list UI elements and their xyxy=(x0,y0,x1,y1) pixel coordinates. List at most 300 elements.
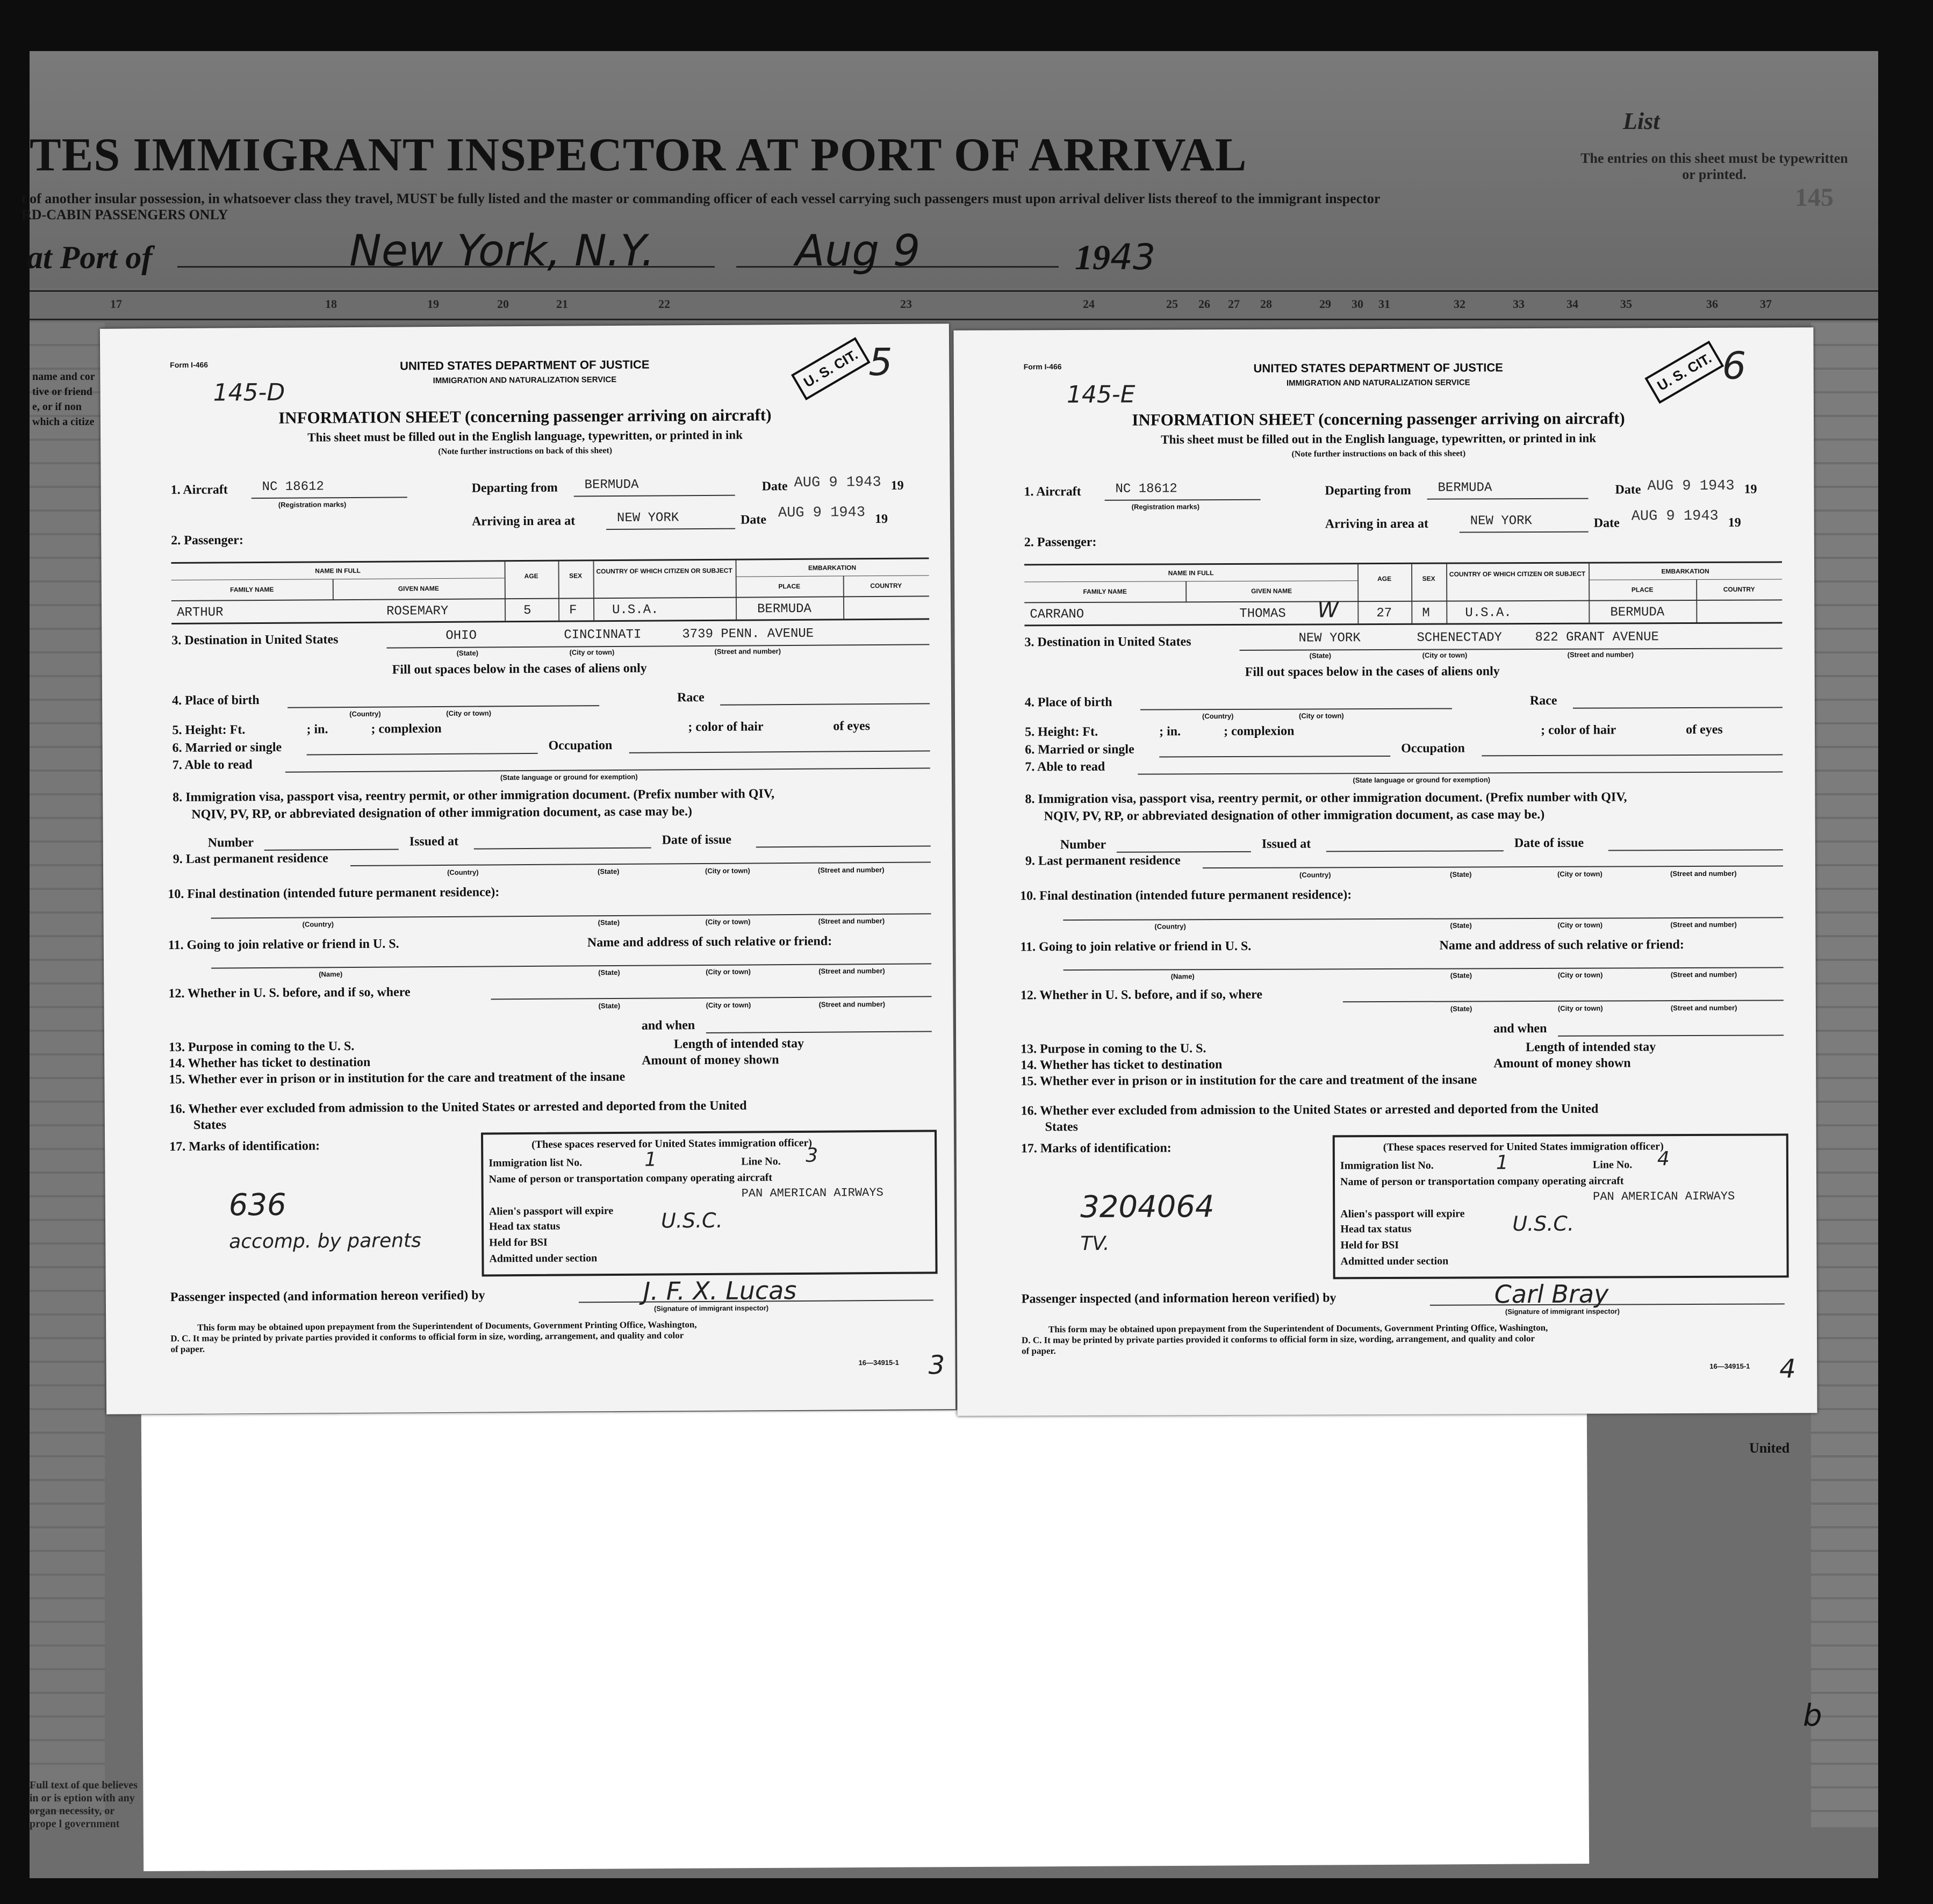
q17-marks: 17. Marks of identification: xyxy=(1021,1141,1172,1156)
arriving-value: NEW YORK xyxy=(1470,514,1532,529)
q11-join-relative: 11. Going to join relative or friend in U. S. xyxy=(168,937,399,953)
family-name-value: CARRANO xyxy=(1030,607,1084,622)
state-caption-3: (State) xyxy=(598,918,620,927)
handwritten-sheet-number: 5 xyxy=(868,340,893,385)
date-label: Date xyxy=(761,479,788,494)
city-caption-2: (City or town) xyxy=(446,709,492,717)
date-of-issue-label: Date of issue xyxy=(662,832,732,847)
rule-line xyxy=(1589,579,1782,580)
q16-excluded: 16. Whether ever excluded from admission to the United States or arrested and deported from the United xyxy=(169,1098,747,1117)
state-caption-4: (State) xyxy=(1450,971,1472,980)
country-caption-3: (Country) xyxy=(302,920,334,929)
company-label: Name of person or transportation company operating aircraft xyxy=(1340,1175,1624,1188)
rule-line xyxy=(1138,771,1783,774)
city-caption-4: (City or town) xyxy=(1557,921,1603,929)
q5-hair: ; color of hair xyxy=(1541,723,1616,737)
form-number: Form I-466 xyxy=(1023,362,1062,371)
city-caption-2: (City or town) xyxy=(1298,712,1344,720)
q8-document-line1: 8. Immigration visa, passport visa, reentry permit, or other immigration document. (Prefix number with QIV, xyxy=(1025,790,1627,807)
th-citizenship: COUNTRY OF WHICH CITIZEN OR SUBJECT xyxy=(1449,570,1586,578)
q8-document-line2: NQIV, PV, RP, or abbreviated designation of other immigration document, as case may be.) xyxy=(191,804,692,822)
q11-name-address: Name and address of such relative or friend: xyxy=(587,934,832,950)
rule-line xyxy=(264,849,399,851)
departing-value: BERMUDA xyxy=(1438,480,1492,495)
given-name-initial: W xyxy=(1317,598,1339,623)
column-number: 31 xyxy=(1378,297,1390,311)
q14-ticket: 14. Whether has ticket to destination xyxy=(1021,1058,1223,1073)
rule-line xyxy=(1159,756,1390,758)
destination-label: 3. Destination in United States xyxy=(1024,635,1191,650)
fine-print-1: This form may be obtained upon prepayment from the Superintendent of Documents, Government Printing Office, Washington, xyxy=(197,1319,697,1333)
country-caption-2: (Country) xyxy=(1299,871,1331,879)
sheet-note: (Note further instructions on back of this sheet) xyxy=(438,446,613,457)
q6-married: 6. Married or single xyxy=(172,740,282,756)
year-suffix-2: 19 xyxy=(1728,515,1741,530)
blank-backing-sheet xyxy=(141,1407,1589,1871)
information-sheet-left xyxy=(100,324,955,1414)
state-caption-2: (State) xyxy=(597,867,620,876)
aircraft-value: NC 18612 xyxy=(262,479,324,495)
head-tax-label: Head tax status xyxy=(1340,1223,1412,1235)
rule-line xyxy=(1024,599,1782,603)
date-label: Date xyxy=(1615,483,1641,497)
line-no-label: Line No. xyxy=(741,1155,781,1168)
th-family-name: FAMILY NAME xyxy=(1083,587,1127,595)
destination-state: NEW YORK xyxy=(1298,631,1361,646)
th-embarkation: EMBARKATION xyxy=(808,564,857,572)
column-number: 30 xyxy=(1352,297,1363,311)
age-value: 5 xyxy=(523,603,531,619)
arriving-label: Arriving in area at xyxy=(1325,516,1428,531)
column-number: 29 xyxy=(1319,297,1331,311)
column-number: 36 xyxy=(1706,297,1718,311)
left-edge-text-1: name and cor xyxy=(32,371,95,383)
destination-city: CINCINNATI xyxy=(564,627,642,643)
rule-line xyxy=(1357,564,1359,623)
aircraft-label: 1. Aircraft xyxy=(1024,484,1081,499)
register-port-city: New York, N.Y. xyxy=(349,226,655,276)
city-caption-5: (City or town) xyxy=(706,967,751,976)
rule-line xyxy=(1240,648,1783,651)
register-footer-left: Full text of que believes in or is eption with any organ necessity, or prope l government xyxy=(30,1779,138,1830)
departure-date: AUG 9 1943 xyxy=(1647,478,1735,495)
rule-line xyxy=(1558,1034,1784,1036)
column-number: 27 xyxy=(1228,297,1240,311)
q17-marks: 17. Marks of identification: xyxy=(169,1139,320,1154)
given-name-value: THOMAS xyxy=(1239,606,1286,621)
register-column-numbers xyxy=(30,290,1878,320)
rule-line xyxy=(1460,531,1589,533)
family-name-value: ARTHUR xyxy=(176,605,224,620)
rule-line xyxy=(1140,708,1452,710)
q16-excluded: 16. Whether ever excluded from admission to the United States or arrested and deported from the United xyxy=(1021,1102,1599,1118)
country-caption-3: (Country) xyxy=(1154,922,1186,931)
th-name-in-full: NAME IN FULL xyxy=(315,566,361,575)
street-caption-5: (Street and number) xyxy=(818,1000,886,1009)
held-bsi-label: Held for BSI xyxy=(1340,1239,1399,1252)
register-port-date: Aug 9 xyxy=(795,226,921,276)
state-caption: (State) xyxy=(456,649,479,657)
rule-line xyxy=(505,562,506,621)
rule-line xyxy=(1024,580,1357,582)
fine-print-2: D. C. It may be printed by private parties provided it conforms to official form in size, wording, arrangement, and quality and color xyxy=(1022,1333,1535,1346)
company-label: Name of person or transportation company operating aircraft xyxy=(488,1172,773,1185)
destination-state: OHIO xyxy=(445,628,477,643)
q15-prison: 15. Whether ever in prison or in institution for the care and treatment of the insane xyxy=(169,1069,626,1087)
column-number: 18 xyxy=(325,297,337,311)
destination-city: SCHENECTADY xyxy=(1417,630,1502,645)
q8-document-line1: 8. Immigration visa, passport visa, reentry permit, or other immigration document. (Prefix number with QIV, xyxy=(173,787,775,805)
age-value: 27 xyxy=(1376,606,1392,621)
q5-hair: ; color of hair xyxy=(688,720,764,735)
rule-line xyxy=(1117,851,1251,853)
register-port-label: at Port of xyxy=(27,240,153,275)
passenger-table xyxy=(171,557,929,624)
q11-name-address: Name and address of such relative or friend: xyxy=(1439,938,1684,953)
immigration-list-label: Immigration list No. xyxy=(1340,1159,1434,1172)
rule-line xyxy=(491,996,931,1000)
occupation-label: Occupation xyxy=(1401,741,1465,756)
aircraft-label: 1. Aircraft xyxy=(170,483,228,498)
destination-street: 822 GRANT AVENUE xyxy=(1535,630,1659,645)
register-year xyxy=(1075,236,1155,278)
company-value: PAN AMERICAN AIRWAYS xyxy=(741,1185,883,1201)
register-title: TES IMMIGRANT INSPECTOR AT PORT OF ARRIVAL xyxy=(30,129,1247,181)
city-caption-6: (City or town) xyxy=(1557,1004,1603,1012)
rule-line xyxy=(1608,849,1783,851)
year-suffix-2: 19 xyxy=(874,512,888,527)
arrival-date: AUG 9 1943 xyxy=(778,505,866,522)
th-age: AGE xyxy=(524,572,538,580)
city-caption: (City or town) xyxy=(1422,651,1468,659)
admitted-section-label: Admitted under section xyxy=(1340,1255,1449,1268)
head-tax-value: U.S.C. xyxy=(1512,1211,1575,1236)
embark-place-value: BERMUDA xyxy=(757,601,811,617)
q7-able-to-read: 7. Able to read xyxy=(172,758,253,773)
length-of-stay-label: Length of intended stay xyxy=(1526,1040,1656,1055)
q12-in-us-before: 12. Whether in U. S. before, and if so, where xyxy=(168,985,411,1001)
race-label: Race xyxy=(1529,693,1557,708)
th-country: COUNTRY xyxy=(870,581,902,590)
state-caption-4: (State) xyxy=(598,968,620,977)
rule-line xyxy=(251,497,407,499)
corner-mark: 4 xyxy=(1779,1354,1796,1384)
register-right-mark: b xyxy=(1803,1698,1822,1733)
country-caption: (Country) xyxy=(349,709,381,719)
corner-mark: 3 xyxy=(928,1350,945,1381)
signature-caption: (Signature of immigrant inspector) xyxy=(1505,1307,1620,1316)
q12-in-us-before: 12. Whether in U. S. before, and if so, where xyxy=(1020,987,1263,1003)
left-edge-text-2: tive or friend xyxy=(32,386,92,398)
q5-height: 5. Height: Ft. xyxy=(1025,724,1098,739)
race-label: Race xyxy=(677,690,705,705)
rule-line xyxy=(171,595,929,601)
rule-line xyxy=(574,495,735,497)
service-name: IMMIGRATION AND NATURALIZATION SERVICE xyxy=(1286,378,1470,388)
form-number: Form I-466 xyxy=(170,360,209,370)
arrival-date: AUG 9 1943 xyxy=(1631,508,1719,525)
line-no-label: Line No. xyxy=(1592,1159,1633,1171)
q14-ticket: 14. Whether has ticket to destination xyxy=(169,1055,371,1071)
marks-handwritten-1: 3204064 xyxy=(1080,1189,1215,1225)
street-caption-3: (Street and number) xyxy=(1670,920,1737,929)
inspector-signature: Carl Bray xyxy=(1494,1279,1609,1309)
q7-caption: (State language or ground for exemption) xyxy=(1353,775,1491,785)
th-sex: SEX xyxy=(1422,574,1435,583)
service-name: IMMIGRATION AND NATURALIZATION SERVICE xyxy=(433,375,617,386)
departure-date: AUG 9 1943 xyxy=(794,474,881,491)
departing-label: Departing from xyxy=(471,480,558,495)
register-entries-note: The entries on this sheet must be typewritten or printed. xyxy=(1580,150,1848,182)
handwritten-sheet-number: 6 xyxy=(1722,343,1747,388)
year-suffix: 19 xyxy=(1744,482,1757,497)
rule-line xyxy=(1482,754,1783,756)
th-given-name: GIVEN NAME xyxy=(398,584,439,593)
officer-reserved-box xyxy=(1333,1133,1789,1279)
rule-line xyxy=(558,562,560,621)
passport-expire-label: Alien's passport will expire xyxy=(488,1205,614,1218)
money-shown-label: Amount of money shown xyxy=(642,1053,779,1068)
destination-label: 3. Destination in United States xyxy=(171,633,339,648)
issued-at-label: Issued at xyxy=(1261,837,1311,851)
street-caption-5: (Street and number) xyxy=(1670,1003,1737,1012)
fine-print-2: D. C. It may be printed by private parties provided it conforms to official form in size, wording, arrangement, and quality and color xyxy=(170,1330,684,1344)
box-title: (These spaces reserved for United States immigration officer) xyxy=(1383,1140,1664,1154)
marks-handwritten-1: 636 xyxy=(228,1187,286,1223)
register-instruction-line: t of another insular possession, in whatsoever class they travel, MUST be fully listed and the master or commanding officer of each vessel carrying such passengers must upon arrival deliver lists thereof to the immigrant inspector xyxy=(21,191,1381,206)
q5-complexion: ; complexion xyxy=(1224,724,1295,739)
year-printed: 19 xyxy=(1075,238,1110,277)
rule-line xyxy=(606,528,735,530)
given-name-value: ROSEMARY xyxy=(386,603,449,619)
state-caption: (State) xyxy=(1309,651,1332,660)
information-sheet-right xyxy=(953,327,1817,1416)
registration-marks-label: (Registration marks) xyxy=(1131,502,1200,511)
date-label-2: Date xyxy=(740,513,767,527)
q16-states: States xyxy=(193,1118,227,1132)
box-title: (These spaces reserved for United States immigration officer) xyxy=(531,1137,813,1151)
rule-line xyxy=(756,845,931,847)
money-shown-label: Amount of money shown xyxy=(1493,1056,1631,1071)
column-number: 35 xyxy=(1620,297,1632,311)
q10-final-destination: 10. Final destination (intended future permanent residence): xyxy=(1020,888,1352,903)
rule-line xyxy=(1427,498,1589,500)
sheet-subtitle: This sheet must be filled out in the English language, typewritten, or printed in ink xyxy=(1161,431,1597,447)
year-handwritten: 43 xyxy=(1110,236,1155,278)
admitted-section-label: Admitted under section xyxy=(489,1252,598,1265)
aircraft-value: NC 18612 xyxy=(1115,482,1177,497)
city-caption-3: (City or town) xyxy=(1557,870,1603,878)
inspected-by-label: Passenger inspected (and information hereon verified) by xyxy=(1021,1291,1336,1306)
state-caption-2: (State) xyxy=(1449,870,1472,879)
passenger-table xyxy=(1024,561,1782,626)
fine-print-3: of paper. xyxy=(1022,1346,1056,1356)
aliens-heading: Fill out spaces below in the cases of aliens only xyxy=(1245,664,1500,679)
sheet-title: INFORMATION SHEET (concerning passenger arriving on aircraft) xyxy=(1132,408,1625,429)
rule-line xyxy=(1573,707,1783,708)
th-citizenship: COUNTRY OF WHICH CITIZEN OR SUBJECT xyxy=(596,566,732,576)
rule-line xyxy=(171,578,505,580)
and-when-label: and when xyxy=(641,1018,695,1033)
sex-value: F xyxy=(569,603,577,618)
q5-height: 5. Height: Ft. xyxy=(172,723,246,738)
city-caption-4: (City or town) xyxy=(705,917,751,926)
held-bsi-label: Held for BSI xyxy=(489,1236,548,1249)
sheet-title: INFORMATION SHEET (concerning passenger arriving on aircraft) xyxy=(278,405,772,427)
year-suffix: 19 xyxy=(890,478,904,493)
column-number: 22 xyxy=(658,297,670,311)
number-label: Number xyxy=(207,836,254,850)
q4-place-of-birth: 4. Place of birth xyxy=(1024,695,1112,710)
street-caption: (Street and number) xyxy=(714,647,781,656)
handwritten-sheet-id: 145-E xyxy=(1066,380,1136,409)
column-number: 17 xyxy=(110,297,122,311)
occupation-label: Occupation xyxy=(548,738,613,753)
rule-line xyxy=(1063,917,1783,921)
rule-line xyxy=(720,703,930,705)
immigration-list-value: 1 xyxy=(644,1148,657,1171)
q9-last-residence: 9. Last permanent residence xyxy=(173,851,328,867)
embark-place-value: BERMUDA xyxy=(1610,605,1665,620)
inspected-by-label: Passenger inspected (and information hereon verified) by xyxy=(170,1288,485,1305)
register-sheet-number: 145 xyxy=(1795,183,1834,212)
street-caption-4: (Street and number) xyxy=(818,966,885,975)
column-number: 32 xyxy=(1454,297,1465,311)
issued-at-label: Issued at xyxy=(409,834,459,849)
register-list-label: List xyxy=(1623,108,1660,134)
length-of-stay-label: Length of intended stay xyxy=(673,1036,804,1052)
th-given-name: GIVEN NAME xyxy=(1251,587,1292,595)
line-no-value: 4 xyxy=(1657,1148,1670,1170)
city-caption-5: (City or town) xyxy=(1557,971,1603,979)
department-name: UNITED STATES DEPARTMENT OF JUSTICE xyxy=(399,357,650,373)
rule-line xyxy=(1105,499,1261,501)
q9-last-residence: 9. Last permanent residence xyxy=(1025,853,1181,868)
th-country: COUNTRY xyxy=(1723,585,1755,593)
country-caption: (Country) xyxy=(1202,712,1234,721)
passenger-label: 2. Passenger: xyxy=(1024,535,1097,550)
q16-states: States xyxy=(1045,1119,1079,1134)
country-caption-2: (Country) xyxy=(447,868,479,876)
signature-caption: (Signature of immigrant inspector) xyxy=(653,1304,769,1313)
name-caption: (Name) xyxy=(1170,972,1195,981)
state-caption-5: (State) xyxy=(598,1001,621,1010)
fine-print-3: of paper. xyxy=(170,1343,205,1355)
city-caption-3: (City or town) xyxy=(705,866,750,875)
q15-prison: 15. Whether ever in prison or in institution for the care and treatment of the insane xyxy=(1021,1073,1477,1089)
column-number: 19 xyxy=(427,297,439,311)
th-embarkation: EMBARKATION xyxy=(1661,567,1709,576)
company-value: PAN AMERICAN AIRWAYS xyxy=(1593,1189,1735,1204)
rule-line xyxy=(307,753,538,756)
q11-join-relative: 11. Going to join relative or friend in U. S. xyxy=(1020,939,1252,954)
column-number: 33 xyxy=(1513,297,1525,311)
q5-complexion: ; complexion xyxy=(371,721,442,736)
citizenship-value: U.S.A. xyxy=(612,602,659,618)
th-name-in-full: NAME IN FULL xyxy=(1168,569,1214,577)
th-family-name: FAMILY NAME xyxy=(230,585,274,594)
departing-label: Departing from xyxy=(1325,483,1411,498)
column-number: 34 xyxy=(1566,297,1578,311)
date-of-issue-label: Date of issue xyxy=(1514,836,1584,851)
th-sex: SEX xyxy=(569,572,583,580)
rule-line xyxy=(1411,564,1412,623)
q13-purpose: 13. Purpose in coming to the U. S. xyxy=(168,1039,355,1055)
passport-expire-label: Alien's passport will expire xyxy=(1340,1208,1465,1220)
immigration-list-label: Immigration list No. xyxy=(488,1156,583,1169)
state-caption-3: (State) xyxy=(1450,921,1472,930)
rule-line xyxy=(1326,850,1504,852)
officer-reserved-box xyxy=(481,1130,938,1276)
street-caption-4: (Street and number) xyxy=(1670,970,1737,979)
street-caption-2: (Street and number) xyxy=(1670,869,1737,878)
departing-value: BERMUDA xyxy=(584,477,639,493)
th-place: PLACE xyxy=(1631,586,1654,594)
department-name: UNITED STATES DEPARTMENT OF JUSTICE xyxy=(1253,361,1504,375)
column-number: 23 xyxy=(900,297,912,311)
rule-line xyxy=(706,1031,932,1033)
immigration-list-value: 1 xyxy=(1496,1152,1508,1174)
q13-purpose: 13. Purpose in coming to the U. S. xyxy=(1021,1041,1206,1057)
q5-eyes: of eyes xyxy=(833,719,871,734)
rule-line xyxy=(386,644,929,648)
street-caption-3: (Street and number) xyxy=(818,916,885,925)
state-caption-5: (State) xyxy=(1450,1004,1472,1013)
column-number: 37 xyxy=(1760,297,1772,311)
column-number: 20 xyxy=(497,297,509,311)
us-citizen-stamp: U. S. CIT. xyxy=(791,337,871,400)
q7-caption: (State language or ground for exemption) xyxy=(500,772,638,782)
registration-marks-label: (Registration marks) xyxy=(278,500,347,509)
register-left-rows xyxy=(30,322,105,1827)
name-caption: (Name) xyxy=(319,970,343,979)
and-when-label: and when xyxy=(1493,1021,1547,1036)
q10-final-destination: 10. Final destination (intended future permanent residence): xyxy=(168,885,500,902)
street-caption: (Street and number) xyxy=(1567,650,1634,659)
passenger-label: 2. Passenger: xyxy=(171,533,243,548)
rule-line xyxy=(736,575,929,577)
inspector-signature: J. F. X. Lucas xyxy=(643,1275,797,1306)
city-caption: (City or town) xyxy=(569,648,615,657)
us-citizen-stamp: U. S. CIT. xyxy=(1644,341,1724,404)
rule-line xyxy=(288,705,599,708)
q5-inches: ; in. xyxy=(306,722,328,737)
rule-line xyxy=(629,750,930,753)
rule-line xyxy=(1203,865,1783,868)
q5-inches: ; in. xyxy=(1159,724,1181,739)
rule-line xyxy=(1063,967,1784,971)
left-edge-text-3: e, or if non xyxy=(32,401,82,413)
line-no-value: 3 xyxy=(806,1144,818,1167)
date-label-2: Date xyxy=(1593,516,1620,530)
fine-print-1: This form may be obtained upon prepayment from the Superintendent of Documents, Government Printing Office, Washington, xyxy=(1048,1322,1548,1335)
city-caption-6: (City or town) xyxy=(706,1001,751,1009)
sheet-subtitle: This sheet must be filled out in the English language, typewritten, or printed in ink xyxy=(307,428,743,444)
aliens-heading: Fill out spaces below in the cases of aliens only xyxy=(392,661,647,677)
head-tax-label: Head tax status xyxy=(488,1220,561,1233)
print-code: 16—34915-1 xyxy=(1709,1362,1750,1370)
arriving-value: NEW YORK xyxy=(616,511,679,526)
handwritten-sheet-id: 145-D xyxy=(213,378,285,407)
q6-married: 6. Married or single xyxy=(1025,742,1134,757)
rule-line xyxy=(1343,1000,1784,1002)
th-age: AGE xyxy=(1377,574,1392,583)
rule-line xyxy=(474,847,651,850)
q8-document-line2: NQIV, PV, RP, or abbreviated designation of other immigration document, as case may be.) xyxy=(1044,807,1545,824)
marks-handwritten-2: accomp. by parents xyxy=(229,1230,421,1253)
citizenship-value: U.S.A. xyxy=(1465,606,1512,621)
number-label: Number xyxy=(1060,837,1106,852)
